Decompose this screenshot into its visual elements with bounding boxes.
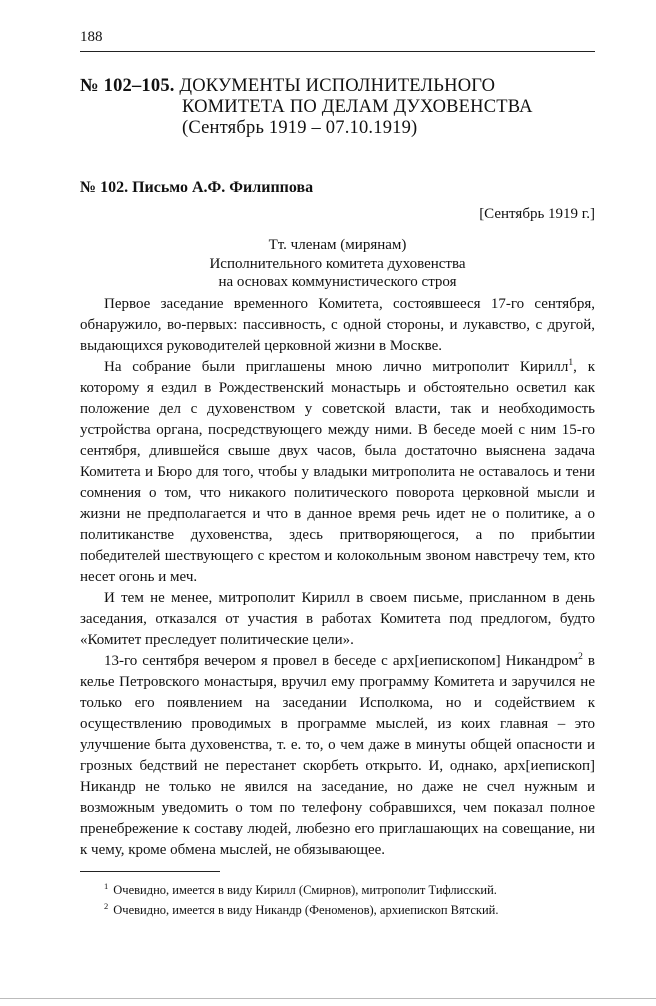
footnote-text: Очевидно, имеется в виду Никандр (Феноменов), архиепископ Вятский.: [113, 903, 499, 917]
paragraph-2-text-b: , к которому я ездил в Рождественский монастырь и обстоятельно осветил как положение дел с духовенством у советской власти, так и необходимость устройства органа, посредствующего между ними. В беседе моей с ним 15-го сентября, длившейся свыше двух часов, была достаточно выяснена задача Комитета и Бюро для того, чтобы у владыки митрополита не оставалось и тени сомнения о том, что никакого политического поворота церковной мысли и жизни не предполагается и что в данное время речь идет не о политике, а о политиканстве духовенства, здесь притворяющегося, а по прибытии победителей шествующего с крестом и колокольным звоном навстречу тем, кто несет огонь и меч.: [80, 359, 595, 585]
title-line-1: [80, 76, 595, 97]
paragraph-4-text-b: в келье Петровского монастыря, вручил ему программу Комитета и заручился не только его появлением на заседании Исполкома, но и содействием к осуществлению проводимых в программе мыслей, из коих главная – это улучшение быта духовенства, т. е. то, о чем даже в минуты общей опасности и грозных бедствий не перестанет скорбеть открыто. И, однако, арх[иепископ] Никандр не только не явился на заседание, но даже не счел нужным и возможным уведомить о том по телефону собравшихся, чем показал полное пренебрежение к составу людей, любезно его приглашающих на совещание, ни к чему, кроме обмена мыслей, не обязывающее.: [80, 653, 595, 858]
footnote-mark: 1: [104, 880, 109, 891]
footnote-rule: [80, 871, 220, 872]
header-rule: [80, 51, 595, 52]
page-number: 188: [80, 29, 103, 45]
title-number: № 102–105.: [80, 76, 175, 96]
address-line: Исполнительного комитета духовенства: [209, 255, 466, 272]
document-heading: № 102. Письмо А.Ф. Филиппова: [80, 179, 314, 196]
footnote-1: [104, 880, 604, 900]
footnotes: [104, 880, 604, 920]
paragraph-2-text-a: На собрание были приглашены мною лично митрополит Кирилл: [104, 359, 569, 375]
title-line-2: КОМИТЕТА ПО ДЕЛАМ ДУХОВЕНСТВА: [182, 97, 533, 117]
footnote-ref-2: 2: [578, 652, 583, 662]
document-date: [Сентябрь 1919 г.]: [479, 206, 595, 222]
footnote-2: [104, 900, 604, 920]
title-line-3: (Сентябрь 1919 – 07.10.1919): [182, 118, 418, 138]
paragraph-2: [80, 357, 595, 588]
footnote-text: Очевидно, имеется в виду Кирилл (Смирнов), митрополит Тифлисский.: [113, 883, 497, 897]
address-block: [80, 236, 595, 292]
paragraph-3: И тем не менее, митрополит Кирилл в своем письме, присланном в день заседания, отказался от участия в работах Комитета под предлогом, будто «Комитет преследует политические цели».: [80, 590, 595, 648]
paragraph-4-text-a: 13-го сентября вечером я провел в беседе с арх[иепископом] Никандром: [104, 653, 579, 669]
paragraph-4: [80, 651, 595, 861]
page-bottom-edge: [0, 998, 656, 999]
title-text-1: ДОКУМЕНТЫ ИСПОЛНИТЕЛЬНОГО: [179, 76, 496, 96]
letter-body: [80, 294, 595, 861]
section-title: [80, 76, 595, 139]
address-line: на основах коммунистического строя: [218, 274, 457, 290]
footnote-mark: 2: [104, 900, 109, 911]
footnote-ref-1: 1: [568, 358, 574, 368]
address-line: Тт. членам (мирянам): [268, 237, 407, 253]
paragraph-1: Первое заседание временного Комитета, состоявшееся 17-го сентября, обнаружило, во-первых: пассивность, с одной стороны, и лукавство, с другой, выдающихся руководителей церковной жизни в Москве.: [80, 296, 595, 354]
